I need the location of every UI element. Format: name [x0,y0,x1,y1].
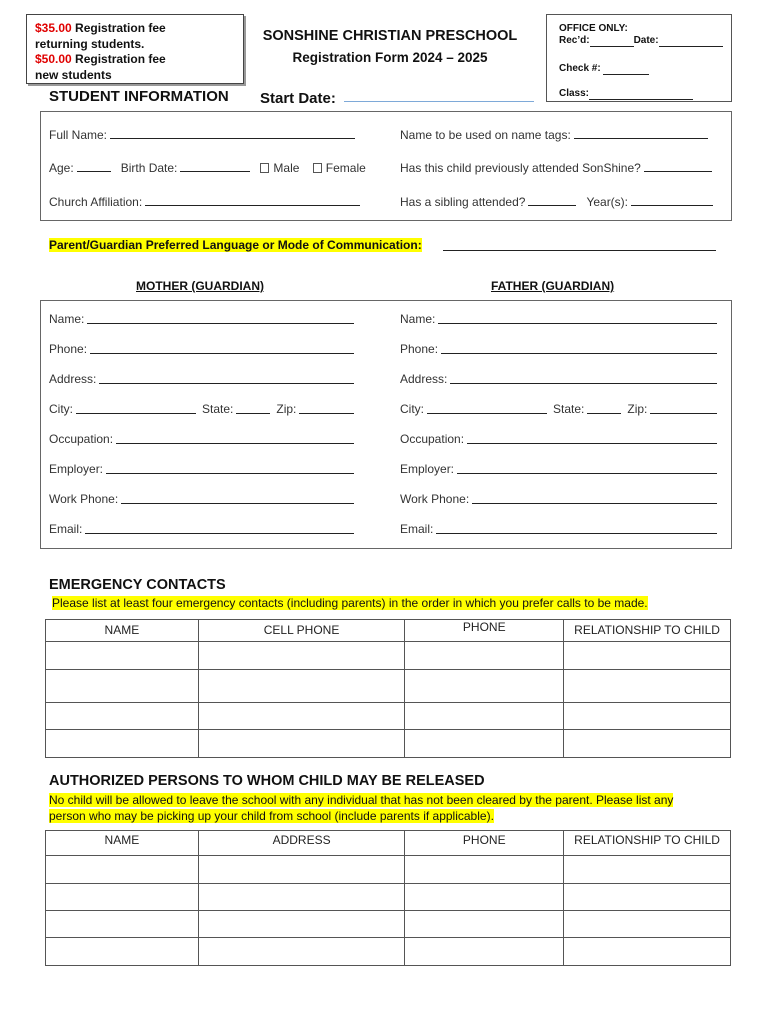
authorized-instruction [49,792,673,824]
table-cell[interactable] [405,670,564,703]
table-cell[interactable] [46,730,199,758]
father-occupation-field[interactable] [467,432,717,444]
authorized-header-row [46,831,731,856]
mother-address-row [49,372,354,386]
name-tags-field[interactable] [574,127,708,139]
table-cell[interactable] [46,670,199,703]
father-name-row [400,312,717,326]
table-cell[interactable] [564,730,731,758]
mother-name-label: Name: [49,312,85,326]
father-phone-field[interactable] [441,342,717,354]
mother-employer-row [49,462,354,476]
mother-employer-label: Employer: [49,462,104,476]
father-work-phone-row [400,492,717,506]
table-cell[interactable] [198,884,405,911]
father-work-phone-label: Work Phone: [400,492,470,506]
office-date-field[interactable] [659,36,723,47]
table-cell[interactable] [564,856,731,884]
mother-employer-field[interactable] [106,462,354,474]
table-row [46,911,731,938]
mother-email-label: Email: [49,522,83,536]
mother-occupation-field[interactable] [116,432,354,444]
father-employer-label: Employer: [400,462,455,476]
class-label: Class: [559,88,590,99]
mother-city-row [49,402,354,416]
start-date-label: Start Date: [260,90,336,107]
father-phone-label: Phone: [400,342,439,356]
table-row [46,703,731,730]
male-label: Male [273,161,300,175]
emergency-instruction-row [52,596,648,610]
mother-email-row [49,522,354,536]
office-title: OFFICE ONLY: [559,23,628,34]
authorized-heading: AUTHORIZED PERSONS TO WHOM CHILD MAY BE RELEASED [49,773,485,789]
table-cell[interactable] [198,703,405,730]
registration-fee-box [26,14,244,84]
table-cell[interactable] [198,670,405,703]
new-fee-text: Registration fee [71,52,166,66]
father-address-label: Address: [400,372,448,386]
age-label: Age: [49,161,74,175]
age-row [49,160,366,175]
mother-phone-label: Phone: [49,342,88,356]
form-title-block [245,28,535,65]
mother-occupation-row [49,432,354,446]
birth-date-field[interactable] [180,160,250,172]
previously-attended-row [400,160,712,175]
emergency-header-row [46,620,731,642]
sibling-field[interactable] [528,194,576,206]
full-name-row [49,127,355,142]
mother-zip-label: Zip: [276,402,297,416]
mother-address-field[interactable] [99,372,354,384]
recd-field[interactable] [590,36,634,47]
emergency-col-name: NAME [46,620,199,642]
mother-city-field[interactable] [76,402,196,414]
father-phone-row [400,342,717,356]
name-tags-row [400,127,708,142]
authorized-col-relationship: RELATIONSHIP TO CHILD [564,831,731,856]
authorized-table [45,830,731,966]
mother-heading: MOTHER (GUARDIAN) [136,279,264,293]
office-date-label: Date: [633,35,659,46]
father-email-field[interactable] [436,522,717,534]
table-cell[interactable] [405,730,564,758]
table-cell[interactable] [405,911,564,938]
father-heading: FATHER (GUARDIAN) [491,279,615,293]
office-only-box [546,14,732,102]
father-occupation-row [400,432,717,446]
table-cell[interactable] [198,642,405,670]
mother-email-field[interactable] [85,522,354,534]
language-field[interactable] [443,250,716,251]
table-cell[interactable] [198,911,405,938]
emergency-col-phone: PHONE [405,620,564,642]
table-row [46,730,731,758]
table-cell[interactable] [198,856,405,884]
father-occupation-label: Occupation: [400,432,465,446]
previously-attended-label: Has this child previously attended SonShine? [400,161,641,175]
table-cell[interactable] [564,642,731,670]
table-cell[interactable] [405,642,564,670]
recd-label: Rec’d: [559,35,590,46]
returning-fee-text: Registration fee [71,21,166,35]
age-field[interactable] [77,160,111,172]
years-label: Year(s): [586,195,629,209]
father-employer-field[interactable] [457,462,717,474]
table-cell[interactable] [46,911,199,938]
father-state-label: State: [553,402,585,416]
table-cell[interactable] [198,938,405,966]
father-zip-label: Zip: [627,402,648,416]
mother-name-row [49,312,354,326]
authorized-instruction-line2: person who may be picking up your child from school (include parents if applicable). [49,809,494,823]
father-email-row [400,522,717,536]
table-cell[interactable] [405,856,564,884]
table-cell[interactable] [405,703,564,730]
mother-state-field[interactable] [236,402,270,414]
check-label: Check #: [559,63,601,74]
emergency-table [45,619,731,758]
authorized-col-address: ADDRESS [198,831,405,856]
form-title: Registration Form 2024 – 2025 [292,50,488,65]
table-cell[interactable] [46,884,199,911]
language-row [49,238,422,252]
father-name-label: Name: [400,312,436,326]
mother-phone-field[interactable] [90,342,354,354]
mother-city-label: City: [49,402,73,416]
table-row [46,884,731,911]
father-employer-row [400,462,717,476]
church-row [49,194,360,209]
father-city-field[interactable] [427,402,547,414]
father-name-field[interactable] [438,312,717,324]
table-cell[interactable] [46,938,199,966]
father-email-label: Email: [400,522,434,536]
authorized-col-name: NAME [46,831,199,856]
father-city-label: City: [400,402,424,416]
student-info-heading: STUDENT INFORMATION [49,88,229,105]
mother-work-phone-field[interactable] [121,492,354,504]
table-row [46,670,731,703]
birth-date-label: Birth Date: [120,161,178,175]
new-fee-amount: $50.00 [35,52,72,66]
father-address-row [400,372,717,386]
emergency-col-cell: CELL PHONE [198,620,405,642]
returning-fee-amount: $35.00 [35,21,72,35]
father-work-phone-field[interactable] [472,492,717,504]
mother-work-phone-row [49,492,354,506]
table-cell[interactable] [46,703,199,730]
authorized-instruction-line1: No child will be allowed to leave the school with any individual that has not been cleared by the parent. Please list any [49,793,674,807]
female-checkbox[interactable] [313,163,322,173]
table-cell[interactable] [198,730,405,758]
mother-state-label: State: [202,402,234,416]
table-cell[interactable] [405,884,564,911]
father-address-field[interactable] [450,372,717,384]
table-cell[interactable] [405,938,564,966]
table-cell[interactable] [564,938,731,966]
mother-work-phone-label: Work Phone: [49,492,119,506]
years-field[interactable] [631,194,713,206]
mother-name-field[interactable] [87,312,354,324]
church-field[interactable] [145,194,360,206]
table-row [46,938,731,966]
father-city-row [400,402,717,416]
female-label: Female [325,161,366,175]
table-cell[interactable] [46,642,199,670]
emergency-heading: EMERGENCY CONTACTS [49,577,226,593]
sibling-row [400,194,713,209]
father-state-field[interactable] [587,402,621,414]
name-tags-label: Name to be used on name tags: [400,128,571,142]
start-date-field[interactable] [344,101,534,102]
table-cell[interactable] [564,911,731,938]
table-cell[interactable] [564,884,731,911]
male-checkbox[interactable] [260,163,269,173]
parents-box [40,300,732,549]
mother-phone-row [49,342,354,356]
father-zip-field[interactable] [650,402,717,414]
church-label: Church Affiliation: [49,195,143,209]
table-cell[interactable] [564,703,731,730]
class-field[interactable] [589,89,693,100]
language-label: Parent/Guardian Preferred Language or Mode of Communication: [49,238,422,252]
full-name-field[interactable] [110,127,355,139]
full-name-label: Full Name: [49,128,108,142]
emergency-instruction: Please list at least four emergency contacts (including parents) in the order in which you prefer calls to be made. [52,596,648,610]
sibling-label: Has a sibling attended? [400,195,526,209]
table-row [46,856,731,884]
mother-address-label: Address: [49,372,97,386]
mother-occupation-label: Occupation: [49,432,114,446]
table-row [46,642,731,670]
table-cell[interactable] [564,670,731,703]
returning-fee-line2: returning students. [35,36,145,51]
previously-attended-field[interactable] [644,160,712,172]
emergency-col-relationship: RELATIONSHIP TO CHILD [564,620,731,642]
school-name: SONSHINE CHRISTIAN PRESCHOOL [262,28,518,44]
table-cell[interactable] [46,856,199,884]
check-field[interactable] [603,64,649,75]
authorized-col-phone: PHONE [405,831,564,856]
new-fee-line2: new students [35,67,112,82]
mother-zip-field[interactable] [299,402,354,414]
